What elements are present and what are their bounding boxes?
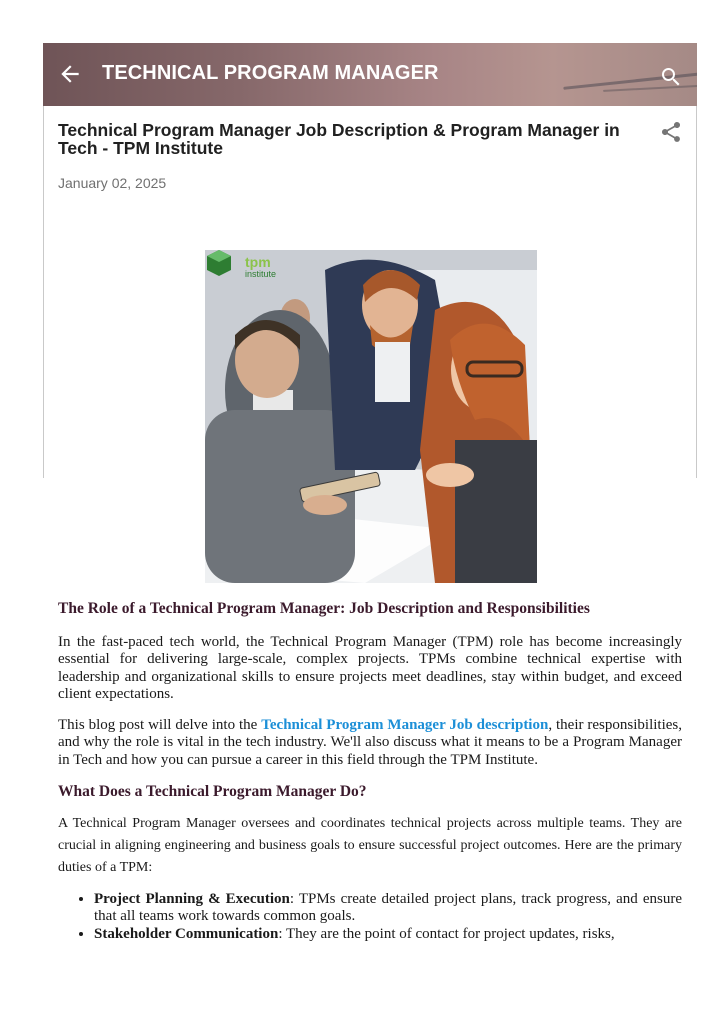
blog-header [43,43,697,106]
search-icon [659,65,683,89]
share-icon [659,120,683,144]
logo-text: tpm [245,254,271,270]
post-title[interactable]: Technical Program Manager Job Description & Program Manager in Tech - TPM Institute [58,120,620,158]
duty-term: Stakeholder Communication [94,925,279,942]
duties-intro-paragraph: A Technical Program Manager oversees and coordinates technical projects across multiple teams. They are crucial in aligning engineering and business goals to ensure successful project outcomes. Here are the primary duties of a TPM: [58,816,682,876]
duty-term: Project Planning & Execution [94,891,290,908]
post-card [43,43,697,958]
intro-paragraph: In the fast-paced tech world, the Technical Program Manager (TPM) role has become increasingly essential for delivering large-scale, complex projects. TPMs combine technical expertise with leadership and organizational skills to ensure projects meet deadlines, stay within budget, and exceed client expectations. [58,634,682,702]
office-meeting-illustration [205,250,537,583]
share-button[interactable] [659,120,683,144]
list-item [94,926,682,943]
blog-purpose-paragraph [58,717,682,769]
card-border [696,106,697,478]
search-button[interactable] [659,65,683,89]
paragraph-text: This blog post will delve into the [58,717,262,734]
duties-list [58,891,682,943]
post-hero-image[interactable] [205,250,537,583]
duty-text: : They are the point of contact for project updates, risks, [278,925,615,942]
list-item [94,891,682,926]
job-description-link[interactable]: Technical Program Manager Job description [261,717,549,734]
logo-subtext: institute [245,269,277,279]
duty-text: : TPMs create detailed project plans, track progress, and ensure that all teams work towards common goals. [94,891,682,925]
blog-title[interactable]: TECHNICAL PROGRAM MANAGER [102,62,439,84]
post-date: January 02, 2025 [58,175,167,191]
card-border [43,106,44,478]
paragraph-text: , their responsibilities, and why the role is vital in the tech industry. We'll also discuss what it means to be a Program Manager in Tech and how you can pursue a career in this field through the TPM Institute. [58,717,682,768]
section-heading-role: The Role of a Technical Program Manager: Job Description and Responsibilities [58,600,590,617]
section-heading-duties: What Does a Technical Program Manager Do? [58,783,367,801]
post-body [58,599,682,943]
arrow-left-icon [57,61,83,87]
back-button[interactable] [57,61,83,87]
